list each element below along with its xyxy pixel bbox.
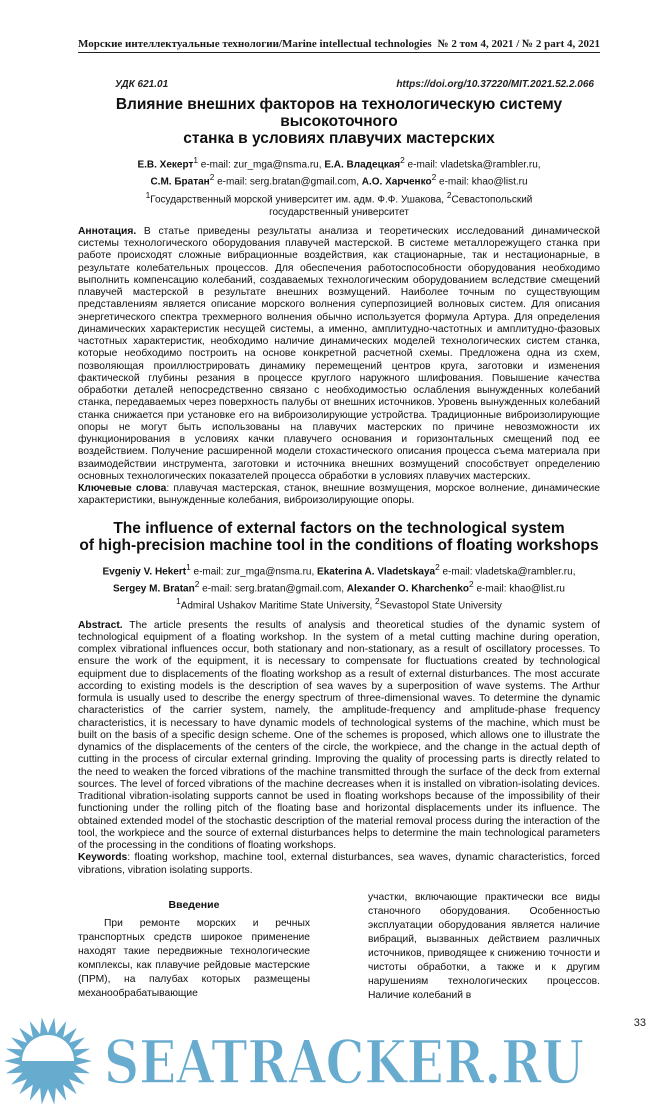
abstract-text: В статье приведены результаты анализа и теоретических исследований динамической системы технологического оборудования плавучей мастерской. В системе металлорежущего станка при работе происходят сложные вибрационные воздействия, как стационарные, так и нестационарные, в результате колебательных процессов. Для обеспечения работоспособности оборудования необходимо выполнить компенсацию колебаний, создаваемых технологическим оборудованием вследствие смещений плавучей мастерской в результате внешних возмущений. Наиболее точным по существующим представлениям является описание морского волнения суперпозицией волновых систем. Для описания энергетического спектра трехмерного волнения обычно используется формула Артура. Для определения динамических характеристик несущей системы, а именно, амплитудно-частотных и амплитудно-фазовых частотных характеристик, необходимо наличие динамических моделей технологических систем станка, которые необходимо построить на основе конкретной расчетной схемы. Предложена одна из схем, позволяющая проиллюстрировать динамику перемещений центров круга, заготовки и изменения фактической глубины резания в процессе круглого наружного шлифования. Повышение качества обработки деталей непосредственно связано с необходимостью ослабления вынужденных колебаний станка, передаваемых через поверхность палубы от внешних источников. Уровень вынужденных колебаний станка снижается при установке его на виброизолирующие устройства. Традиционные виброизолирующие опоры не могут быть использованы на плавучих мастерских по причине невозможности их функционирования в условиях качки плавучего основания и горизонтальных смещений под ее воздействием. Получение расширенной модели стохастического описания процесса съема материала при взаимодействии инструмента, заготовки и источника внешних возмущений способствует определению основных технологических показателей процесса обработки в условиях плавучих мастерских. (78, 225, 600, 482)
author-name: А.О. Харченко (361, 176, 432, 188)
author-sup: 2 (469, 579, 474, 590)
watermark-logo (0, 1015, 664, 1107)
author-sup: 2 (194, 579, 200, 590)
author-email: e-mail: vladetska@rambler.ru, (404, 159, 541, 171)
aff-sup: 1 (145, 189, 151, 200)
en-title-line: of high-precision machine tool in the conditions of floating workshops (79, 536, 599, 554)
en-title-line: The influence of external factors on the technological system (113, 519, 565, 537)
ru-title (78, 96, 600, 147)
author-sup: 2 (400, 155, 405, 165)
author-name: Sergey M. Bratan (113, 583, 195, 595)
author-email: e-mail: serg.bratan@gmail.com, (199, 583, 347, 595)
author-email: e-mail: khao@list.ru (473, 583, 565, 595)
author-name: Е.В. Хекерт (137, 159, 194, 171)
keywords-text: : floating workshop, machine tool, external disturbances, sea waves, dynamic characteristics, forced vibrations, vibration isolating supports. (78, 852, 600, 876)
running-header (78, 38, 600, 53)
author-name: Evgeniy V. Hekert (102, 566, 187, 578)
en-authors (78, 561, 600, 613)
aff-sup: 1 (176, 596, 181, 607)
en-title (78, 520, 600, 554)
udk: УДК 621.01 (115, 79, 169, 90)
keywords-label: Ключевые слова (78, 483, 167, 495)
affiliation: Государственный морской университет им. адм. Ф.Ф. Ушакова, (150, 193, 447, 205)
author-sup: 2 (431, 172, 437, 183)
author-sup: 1 (193, 155, 198, 165)
aff-sup: 2 (375, 596, 380, 607)
intro-column-left: При ремонте морских и речных транспортных средств широкое применение находят такие передвижные технологические комплексы, как плавучие рейдовые мастерские (ПРМ), на палубах которых размещены механообрабатывающие (78, 917, 310, 999)
author-email: e-mail: serg.bratan@gmail.com, (214, 176, 362, 188)
author-email: e-mail: vladetska@rambler.ru, (439, 566, 576, 578)
author-sup: 1 (186, 561, 191, 572)
author-name: С.М. Братан (150, 176, 210, 188)
ru-title-line: станка в условиях плавучих мастерских (183, 130, 495, 147)
author-email: e-mail: khao@list.ru (436, 176, 528, 188)
abstract-label: Аннотация. (78, 225, 137, 237)
journal-name: Морские интеллектуальные технологии/Marine intellectual technologies (78, 38, 432, 50)
author-email: e-mail: zur_mga@nsma.ru, (190, 566, 318, 578)
ru-authors (78, 154, 600, 219)
keywords-text: : плавучая мастерская, станок, внешние возмущения, морское волнение, динамические характеристики, вынужденные колебания, виброизолирующие опоры. (78, 483, 600, 507)
intro-heading: Введение (168, 898, 220, 911)
abstract-text: The article presents the results of analysis and theoretical studies of the dynamic system of technological equipment of a floating workshop. In the system of a metal cutting machine during operation, complex vibrational influences occur, both stationary and non-stationary, as a result of oscillatory processes. To ensure the work of the equipment, it is necessary to compensate for fluctuations created by technological equipment due to displacements of the floating workshop as a result of external disturbances. The most accurate according to existing models is the description of sea waves by a superposition of wave systems. The Arthur formula is usually used to describe the energy spectrum of three-dimensional waves. To determine the dynamic characteristics of the carrier system, namely, the amplitude-frequency and amplitude-phase frequency characteristics, it is necessary to have dynamic models of technological systems of the machine, which must be built on the basis of a specific design scheme. One of the schemes is proposed, which allows one to illustrate the dynamics of the displacements of the centers of the circle, the workpiece, and the change in the actual depth of cutting in the process of circular external grinding. Improving the quality of processing parts is directly related to the need to weaken the forced vibrations of the machine transmitted through the surface of the deck from external sources. The level of forced vibrations of the machine decreases when it is installed on vibration-isolating devices. Traditional vibration-isolating supports cannot be used in floating workshops because of the impossibility of their functioning under the rolling pitch of the floating base and horizontal displacements under its influence. The obtained extended model of the stochastic description of the material removal process during the interaction of the tool, the workpiece and the source of external disturbances helps to determine the main technological parameters of the processing in the conditions of floating workshops. (78, 619, 600, 852)
affiliation: Admiral Ushakov Maritime State University, (180, 600, 376, 612)
article-meta (115, 79, 594, 90)
author-email: e-mail: zur_mga@nsma.ru, (198, 159, 325, 171)
sun-icon (4, 1017, 92, 1104)
page-number: 33 (633, 1016, 646, 1029)
author-sup: 2 (435, 561, 440, 572)
doi-link[interactable]: https://doi.org/10.37220/MIT.2021.52.2.066 (396, 79, 594, 90)
aff-sup: 2 (446, 189, 452, 200)
author-name: Ekaterina A. Vladetskaya (317, 566, 436, 578)
abstract-label: Abstract. (78, 619, 123, 631)
intro-column-right: участки, включающие практически все виды станочного оборудования. Особенностью эксплуатации оборудования является наличие вибраций, вызванных действием различных источников, приводящее к снижению точности и чистоты обработки, а также и к другим нарушениям технологических процессов. Наличие колебаний в (368, 891, 600, 1001)
en-abstract (78, 620, 600, 877)
affiliation: Севастопольский государственный университет (269, 193, 533, 218)
keywords-label: Keywords (78, 852, 128, 864)
ru-title-line: Влияние внешних факторов на технологическую систему высокоточного (115, 96, 563, 130)
author-name: Alexander O. Kharchenko (346, 583, 470, 595)
author-sup: 2 (209, 172, 215, 183)
ru-abstract (78, 226, 600, 508)
watermark-text: SEATRACKER.RU (104, 1027, 584, 1098)
author-name: Е.А. Владецкая (324, 159, 401, 171)
watermark-area (0, 1015, 664, 1107)
issue-info: № 2 том 4, 2021 / № 2 part 4, 2021 (437, 38, 600, 50)
affiliation: Sevastopol State University (379, 600, 502, 612)
